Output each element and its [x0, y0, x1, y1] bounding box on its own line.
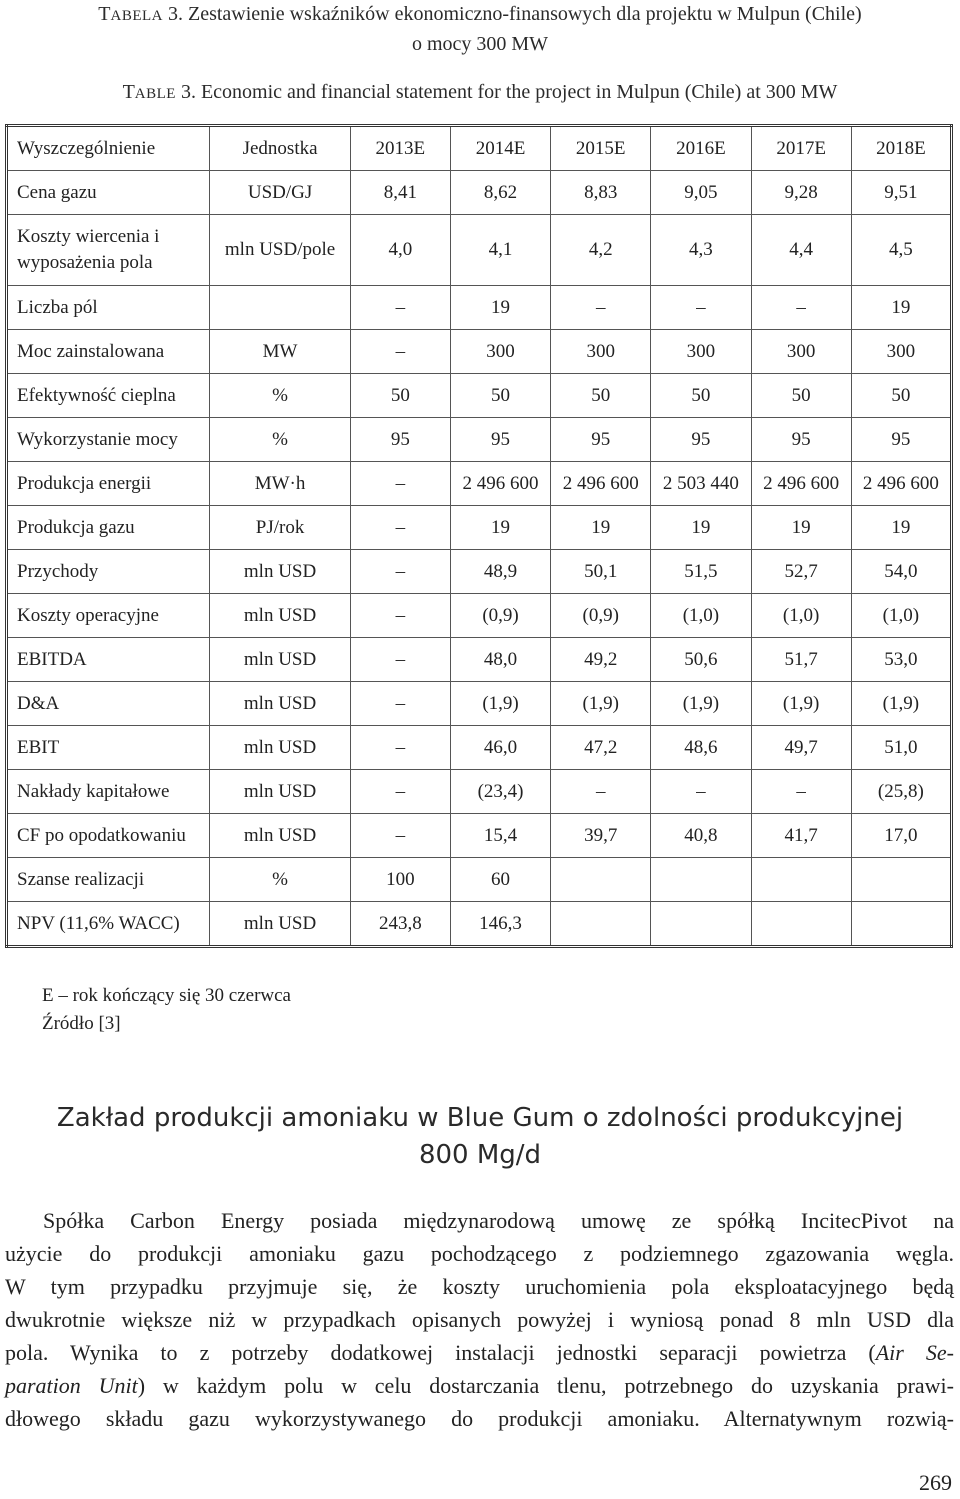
value-cell: 9,28 — [751, 171, 851, 215]
value-cell: – — [751, 770, 851, 814]
value-cell: 146,3 — [450, 902, 550, 947]
page-number: 269 — [919, 1470, 952, 1495]
value-cell: 4,4 — [751, 215, 851, 286]
body-line-mixed — [5, 1336, 954, 1369]
value-cell: 9,05 — [651, 171, 751, 215]
row-label-cell: Wykorzystanie mocy — [7, 418, 210, 462]
unit-cell: mln USD — [210, 682, 350, 726]
value-cell: – — [350, 726, 450, 770]
header-cell: 2017E — [751, 126, 851, 171]
value-cell: (1,9) — [651, 682, 751, 726]
table-row — [7, 506, 952, 550]
value-cell: 19 — [751, 506, 851, 550]
row-label-cell: Produkcja gazu — [7, 506, 210, 550]
table-row — [7, 286, 952, 330]
table-row — [7, 330, 952, 374]
caption-pl-line2: o mocy 300 MW — [411, 33, 549, 55]
unit-cell: MW — [210, 330, 350, 374]
value-cell: 9,51 — [851, 171, 951, 215]
table-row — [7, 171, 952, 215]
table-row — [7, 418, 952, 462]
value-cell: (0,9) — [551, 594, 651, 638]
header-cell: Jednostka — [210, 126, 350, 171]
caption-pl-number: 3. — [162, 3, 183, 25]
unit-cell: mln USD — [210, 594, 350, 638]
value-cell: 39,7 — [551, 814, 651, 858]
value-cell: 4,1 — [450, 215, 550, 286]
unit-cell: mln USD — [210, 550, 350, 594]
value-cell: 8,41 — [350, 171, 450, 215]
value-cell: 60 — [450, 858, 550, 902]
caption-en-text: Economic and financial statement for the project in Mulpun (Chile) at 300 MW — [195, 81, 838, 103]
unit-cell: mln USD — [210, 902, 350, 947]
value-cell: 51,5 — [651, 550, 751, 594]
value-cell: (1,0) — [851, 594, 951, 638]
unit-cell: PJ/rok — [210, 506, 350, 550]
table-row — [7, 550, 952, 594]
row-label-cell: EBIT — [7, 726, 210, 770]
value-cell: 300 — [551, 330, 651, 374]
table-header-row — [7, 126, 952, 171]
body-text-run: pola. Wynika to z potrzeby dodatkowej instalacji jednostki separacji powietrza ( — [5, 1340, 876, 1365]
header-cell: 2016E — [651, 126, 751, 171]
value-cell: 41,7 — [751, 814, 851, 858]
value-cell: 95 — [851, 418, 951, 462]
value-cell: – — [751, 286, 851, 330]
caption-pl-line1: Zestawienie wskaźników ekonomiczno-finansowych dla projektu w Mulpun (Chile) — [182, 3, 862, 25]
value-cell — [851, 858, 951, 902]
value-cell: (25,8) — [851, 770, 951, 814]
unit-cell: mln USD — [210, 770, 350, 814]
value-cell: 50 — [851, 374, 951, 418]
value-cell: 40,8 — [651, 814, 751, 858]
value-cell: 2 496 600 — [751, 462, 851, 506]
value-cell: 47,2 — [551, 726, 651, 770]
value-cell: – — [350, 286, 450, 330]
value-cell — [551, 858, 651, 902]
caption-pl-label-smallcaps: ABELA — [110, 8, 163, 24]
section-heading — [0, 1100, 960, 1174]
unit-cell: mln USD — [210, 726, 350, 770]
value-cell: – — [350, 330, 450, 374]
value-cell: – — [350, 638, 450, 682]
financial-table — [5, 124, 953, 948]
table-caption-pl — [0, 0, 960, 58]
value-cell: 19 — [851, 286, 951, 330]
value-cell: 53,0 — [851, 638, 951, 682]
value-cell: 54,0 — [851, 550, 951, 594]
table-caption-en — [0, 78, 960, 108]
value-cell: 8,62 — [450, 171, 550, 215]
value-cell — [651, 858, 751, 902]
unit-cell: mln USD — [210, 814, 350, 858]
financial-table-body — [7, 126, 952, 947]
value-cell: 19 — [851, 506, 951, 550]
body-text-run: ) w każdym polu w celu dostarczania tlenu, potrzebnego do uzyskania prawi- — [137, 1373, 954, 1398]
value-cell: 243,8 — [350, 902, 450, 947]
section-heading-line2: 800 Mg/d — [418, 1140, 542, 1170]
value-cell: – — [350, 814, 450, 858]
value-cell: 95 — [350, 418, 450, 462]
value-cell: (1,9) — [851, 682, 951, 726]
value-cell: 50 — [651, 374, 751, 418]
unit-cell: MW·h — [210, 462, 350, 506]
unit-cell: % — [210, 418, 350, 462]
row-label-cell: Produkcja energii — [7, 462, 210, 506]
row-label-cell: D&A — [7, 682, 210, 726]
row-label-cell: NPV (11,6% WACC) — [7, 902, 210, 947]
value-cell: 2 496 600 — [450, 462, 550, 506]
row-label-cell: CF po opodatkowaniu — [7, 814, 210, 858]
body-line-mixed — [5, 1369, 954, 1402]
value-cell: 19 — [651, 506, 751, 550]
table-row — [7, 682, 952, 726]
value-cell: 17,0 — [851, 814, 951, 858]
value-cell: – — [651, 286, 751, 330]
value-cell: 2 496 600 — [551, 462, 651, 506]
header-cell: Wyszczególnienie — [7, 126, 210, 171]
table-row — [7, 902, 952, 947]
source-note: Źródło [3] — [42, 1013, 121, 1034]
row-label-cell: Koszty operacyjne — [7, 594, 210, 638]
body-paragraph — [5, 1204, 954, 1435]
value-cell: – — [350, 594, 450, 638]
value-cell: 2 503 440 — [651, 462, 751, 506]
value-cell: 50 — [751, 374, 851, 418]
value-cell: 51,7 — [751, 638, 851, 682]
row-label-cell: EBITDA — [7, 638, 210, 682]
row-label-cell: Efektywność cieplna — [7, 374, 210, 418]
value-cell: – — [350, 682, 450, 726]
value-cell: (1,0) — [751, 594, 851, 638]
value-cell: 19 — [551, 506, 651, 550]
value-cell: 4,2 — [551, 215, 651, 286]
row-label-cell: Koszty wiercenia i wyposażenia pola — [7, 215, 210, 286]
value-cell: – — [551, 770, 651, 814]
value-cell: 49,2 — [551, 638, 651, 682]
value-cell: (1,9) — [450, 682, 550, 726]
row-label-cell: Liczba pól — [7, 286, 210, 330]
value-cell: 50 — [350, 374, 450, 418]
unit-cell: USD/GJ — [210, 171, 350, 215]
value-cell: 48,6 — [651, 726, 751, 770]
unit-cell: mln USD/pole — [210, 215, 350, 286]
unit-cell: mln USD — [210, 638, 350, 682]
unit-cell: % — [210, 858, 350, 902]
value-cell: 50,6 — [651, 638, 751, 682]
value-cell: – — [350, 770, 450, 814]
value-cell: 100 — [350, 858, 450, 902]
value-cell: 2 496 600 — [851, 462, 951, 506]
value-cell: 48,9 — [450, 550, 550, 594]
value-cell: 50 — [450, 374, 550, 418]
table-row — [7, 814, 952, 858]
value-cell: – — [350, 550, 450, 594]
value-cell: 15,4 — [450, 814, 550, 858]
value-cell: 19 — [450, 506, 550, 550]
body-line: użycie do produkcji amoniaku gazu pochodzącego z podziemnego zgazowania węgla. — [5, 1241, 954, 1266]
value-cell — [551, 902, 651, 947]
value-cell: 50,1 — [551, 550, 651, 594]
unit-cell: % — [210, 374, 350, 418]
table-row — [7, 638, 952, 682]
header-cell: 2014E — [450, 126, 550, 171]
caption-pl-label: T — [98, 3, 111, 25]
value-cell: – — [350, 462, 450, 506]
value-cell: (0,9) — [450, 594, 550, 638]
estimate-note: E – rok kończący się 30 czerwca — [42, 985, 291, 1006]
value-cell: 19 — [450, 286, 550, 330]
table-row — [7, 374, 952, 418]
value-cell: 46,0 — [450, 726, 550, 770]
value-cell: 48,0 — [450, 638, 550, 682]
table-row — [7, 462, 952, 506]
value-cell: 300 — [450, 330, 550, 374]
value-cell: – — [551, 286, 651, 330]
value-cell: (1,9) — [551, 682, 651, 726]
unit-cell — [210, 286, 350, 330]
row-label-cell: Przychody — [7, 550, 210, 594]
body-italic-term: paration Unit — [5, 1373, 138, 1398]
body-italic-term: Air Se- — [875, 1340, 954, 1365]
row-label-cell: Szanse realizacji — [7, 858, 210, 902]
table-row — [7, 215, 952, 286]
row-label-cell: Cena gazu — [7, 171, 210, 215]
table-row — [7, 726, 952, 770]
value-cell: (1,0) — [651, 594, 751, 638]
row-label-cell: Nakłady kapitałowe — [7, 770, 210, 814]
value-cell: 50 — [551, 374, 651, 418]
caption-en-number: 3. — [175, 81, 196, 103]
section-heading-line1: Zakład produkcji amoniaku w Blue Gum o zdolności produkcyjnej — [56, 1103, 904, 1133]
table-notes — [42, 982, 291, 1038]
body-line: Spółka Carbon Energy posiada międzynarodową umowę ze spółką IncitecPivot na — [43, 1208, 954, 1233]
value-cell: 300 — [851, 330, 951, 374]
value-cell — [851, 902, 951, 947]
value-cell: 300 — [751, 330, 851, 374]
value-cell: (1,9) — [751, 682, 851, 726]
value-cell: 95 — [651, 418, 751, 462]
value-cell — [651, 902, 751, 947]
value-cell: 95 — [751, 418, 851, 462]
header-cell: 2013E — [350, 126, 450, 171]
value-cell: 51,0 — [851, 726, 951, 770]
caption-en-label: T — [122, 81, 135, 103]
body-line: W tym przypadku przyjmuje się, że koszty uruchomienia pola eksploatacyjnego będą — [5, 1274, 954, 1299]
value-cell: 300 — [651, 330, 751, 374]
value-cell: (23,4) — [450, 770, 550, 814]
body-line: dwukrotnie większe niż w przypadkach opisanych powyżej i wyniosą ponad 8 mln USD dla — [5, 1307, 954, 1332]
value-cell: 52,7 — [751, 550, 851, 594]
caption-en-label-smallcaps: ABLE — [134, 86, 176, 102]
value-cell — [751, 902, 851, 947]
value-cell — [751, 858, 851, 902]
header-cell: 2018E — [851, 126, 951, 171]
row-label-cell: Moc zainstalowana — [7, 330, 210, 374]
value-cell: 95 — [450, 418, 550, 462]
value-cell: 4,5 — [851, 215, 951, 286]
table-row — [7, 858, 952, 902]
value-cell: – — [651, 770, 751, 814]
value-cell: – — [350, 506, 450, 550]
value-cell: 8,83 — [551, 171, 651, 215]
body-line: dłowego składu gazu wykorzystywanego do produkcji amoniaku. Alternatywnym rozwią- — [5, 1406, 954, 1431]
value-cell: 49,7 — [751, 726, 851, 770]
table-row — [7, 770, 952, 814]
value-cell: 4,3 — [651, 215, 751, 286]
value-cell: 95 — [551, 418, 651, 462]
value-cell: 4,0 — [350, 215, 450, 286]
table-row — [7, 594, 952, 638]
header-cell: 2015E — [551, 126, 651, 171]
